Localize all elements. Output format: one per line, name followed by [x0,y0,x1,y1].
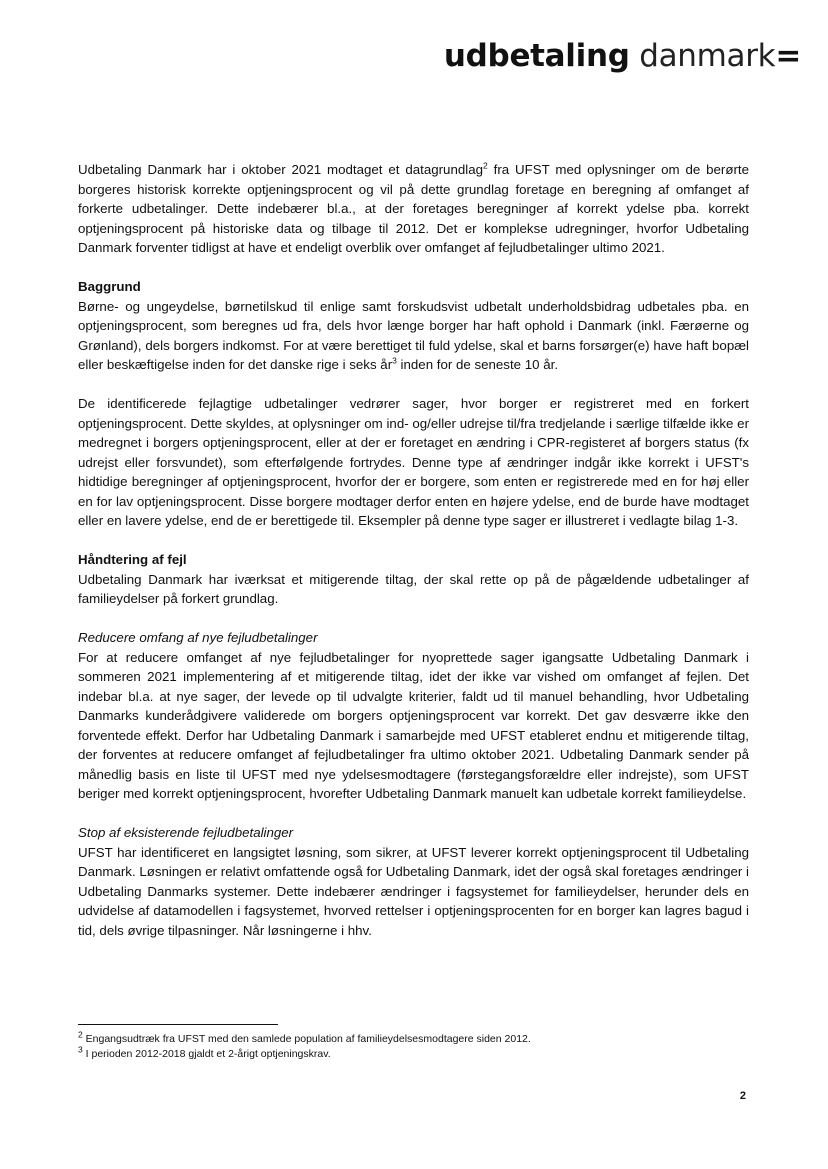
logo-word-udbetaling: udbetaling [443,38,630,74]
paragraph-baggrund [78,297,749,375]
paragraph-baggrund-text-b: inden for de seneste 10 år. [396,357,559,372]
paragraph-reducere-omfang: For at reducere omfanget af nye fejludbetalinger for nyoprettede sager igangsatte Udbetaling Danmark i sommeren 2021 implementering af et mitigerende tiltag, idet der ikke var vished om omfanget af fejlen. Det indebar bl.a. at nye sager, der levede op til udvalgte kriterier, faldt ud til manuel behandling, hvor Udbetaling Danmarks kunderådgivere validerede om borgers optjeningsprocent var korrekt. Det gav desværre ikke den forventede effekt. Derfor har Udbetaling Danmark i samarbejde med UFST etableret endnu et mitigerende tiltag, der forventes at reducere omfanget af fejludbetalinger fra ultimo oktober 2021. Udbetaling Danmark sender på månedlig basis en liste til UFST med nye ydelsesmodtagere (førstegangsforældre eller indrejste), som UFST beriger med korrekt optjeningsprocent, hvorefter Udbetaling Danmark manuelt kan udbetale korrekt familieydelse. [78,649,749,801]
paragraph-baggrund-text-a: Børne- og ungeydelse, børnetilskud til enlige samt forskudsvist udbetalt underholdsbidrag udbetales pba. en optjeningsprocent, som beregnes ud fra, dels hvor længe borger har haft ophold i Danmark (inkl. Færøerne og Grønland), dels borgers indkomst. For at være berettiget til fuld ydelse, skal et barns forsørger(e) have haft bopæl eller beskæftigelse inden for det danske rige i seks år [78,298,749,372]
udbetaling-danmark-logo [444,38,801,74]
footnote-2-text: Engangsudtræk fra UFST med den samlede population af familieydelsesmodtagere siden 2012. [82,1033,531,1045]
footnote-3 [78,1044,749,1062]
paragraph-intro-text-b: fra UFST med oplysninger om de berørte borgeres historisk korrekte optjeningsprocent og vil på dette grundlag foretage en beregning af omfanget af forkerte udbetalinger. Dette indebærer bl.a., at der foretages beregninger af korrekt ydelse pba. korrekt optjeningsprocent på historiske data og tilbage til 2012. Det er komplekse udregninger, hvorfor Udbetaling Danmark forventer tidligst at have et endeligt overblik over omfanget af fejludbetalinger ultimo 2021. [78,162,749,255]
footnote-ref-3: 3 [392,355,397,366]
footnote-divider [78,1024,278,1025]
footnote-2 [78,1029,749,1047]
paragraph-fejlagtige-udbetalinger: De identificerede fejlagtige udbetalinger vedrører sager, hvor borger er registreret med en forkert optjeningsprocent. Dette skyldes, at oplysninger om ind- og/eller udrejse til/fra tredjelande i særlige tilfælde ikke er medregnet i borgers optjeningsprocent, eller at der er foretaget en ændring i CPR-registeret af borgers status (fx udrejst eller forsvundet), som efterfølgende fortrydes. Denne type af ændringer indgår ikke korrekt i UFST's hidtidige beregninger af optjeningsprocent, hvorfor der er borgere, som enten er registrerede med en for høj eller en for lav optjeningsprocent. Disse borgere modtager derfor enten en højere ydelse, end de burde have modtaget eller en lavere ydelse, end de er berettigede til. Eksempler på denne type sager er illustreret i vedlagte bilag 1-3. [78,396,749,528]
footnote-ref-2: 2 [482,160,488,171]
page-number: 2 [739,1090,746,1102]
paragraph-intro [78,160,749,258]
subheading-reducere-omfang: Reducere omfang af nye fejludbetalinger [78,630,318,645]
heading-baggrund: Baggrund [78,279,141,294]
paragraph-stop-af-fejludbetalinger: UFST har identificeret en langsigtet løsning, som sikrer, at UFST leverer korrekt optjeningsprocent til Udbetaling Danmark. Løsningen er relativt omfattende også for Udbetaling Danmark, idet der også skal foretages ændringer i Udbetaling Danmarks systemer. Dette indebærer ændringer i fagsystemet for familieydelser, herunder dels en udvidelse af datamodellen i fagsystemet, hvorved rettelser i optjeningsprocenten for en borger kan lagres bagud i tid, dels øvrige tilpasninger. Når løsningerne i hhv. [78,844,749,938]
logo-mark: = [775,38,801,74]
footnote-3-text: I perioden 2012-2018 gjaldt et 2-årigt optjeningskrav. [82,1048,331,1060]
footnote-3-number: 3 [78,1044,83,1055]
footnote-2-number: 2 [78,1029,83,1040]
document-body [78,160,749,940]
paragraph-intro-text-a: Udbetaling Danmark har i oktober 2021 modtaget et datagrundlag [78,162,483,177]
logo-word-danmark: danmark [639,38,776,74]
footnotes [78,1029,749,1062]
subheading-stop-af-fejludbetalinger: Stop af eksisterende fejludbetalinger [78,825,294,840]
paragraph-handtering: Udbetaling Danmark har iværksat et mitigerende tiltag, der skal rette op på de pågældende udbetalinger af familieydelser på forkert grundlag. [78,571,749,606]
heading-handtering-af-fejl: Håndtering af fejl [78,552,187,567]
